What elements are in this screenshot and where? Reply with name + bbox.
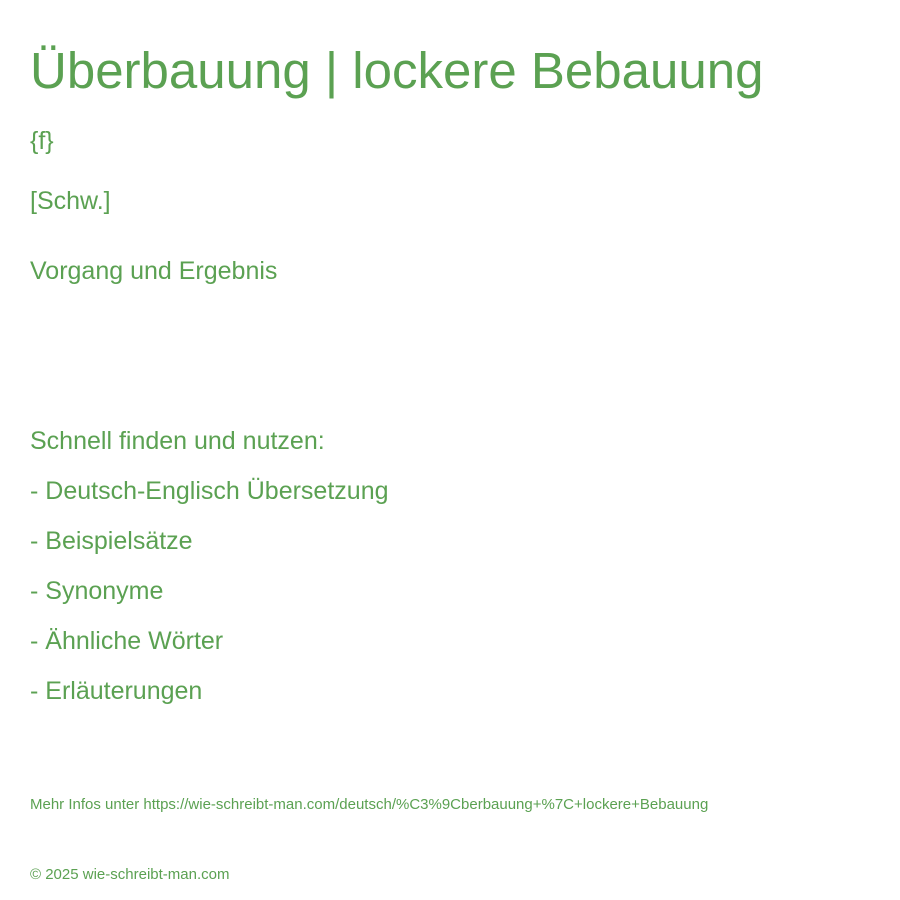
quick-link-translation: - Deutsch-Englisch Übersetzung	[30, 477, 389, 505]
region-label: [Schw.]	[30, 187, 111, 215]
quick-link-similar-words: - Ähnliche Wörter	[30, 627, 224, 655]
quick-link-synonyms: - Synonyme	[30, 577, 164, 605]
quick-link-examples: - Beispielsätze	[30, 527, 193, 555]
more-info-link: Mehr Infos unter https://wie-schreibt-man.com/deutsch/%C3%9Cberbauung+%7C+lockere+Bebauung	[30, 796, 709, 813]
quick-link-explanations: - Erläuterungen	[30, 677, 203, 705]
quick-links-list	[30, 475, 389, 725]
gender-label: {f}	[30, 127, 54, 155]
page-title: Überbauung | lockere Bebauung	[30, 42, 764, 99]
quick-links-heading: Schnell finden und nutzen:	[30, 427, 325, 455]
copyright-text: © 2025 wie-schreibt-man.com	[30, 866, 230, 883]
meaning-text: Vorgang und Ergebnis	[30, 257, 278, 285]
